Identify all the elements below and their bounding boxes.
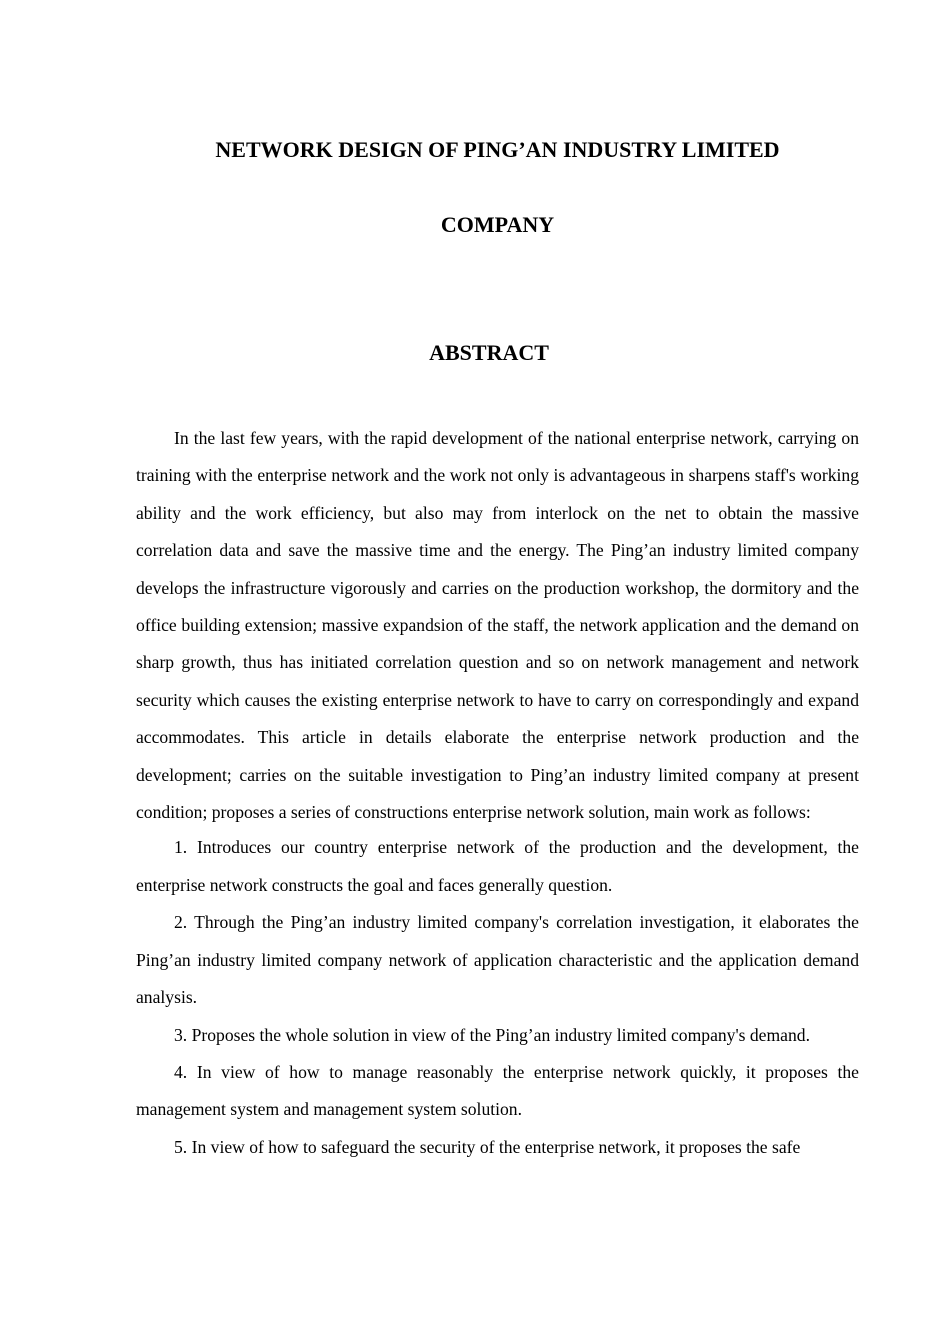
list-item-2: 2. Through the Ping’an industry limited company's correlation investigation, it elaborates the Ping’an industry limited company network of application characteristic and the application demand analysis. (136, 912, 859, 1008)
abstract-body (136, 420, 859, 1166)
abstract-heading: ABSTRACT (429, 340, 549, 365)
list-item-4: 4. In view of how to manage reasonably the enterprise network quickly, it proposes the management system and management system solution. (136, 1061, 859, 1120)
document-title-line-2: COMPANY (440, 212, 555, 237)
list-item-5: 5. In view of how to safeguard the security of the enterprise network, it proposes the safe (174, 1136, 801, 1157)
list-item-3: 3. Proposes the whole solution in view of the Ping’an industry limited company's demand. (174, 1024, 810, 1045)
document-title-line-1: NETWORK DESIGN OF PING’AN INDUSTRY LIMITED (215, 137, 780, 162)
list-item-1: 1. Introduces our country enterprise network of the production and the development, the enterprise network constructs the goal and faces generally question. (136, 837, 859, 895)
abstract-paragraph: In the last few years, with the rapid development of the national enterprise network, carrying on training with the enterprise network and the work not only is advantageous in sharpens staff's working ability and the work efficiency, but also may from interlock on the net to obtain the massive correlation data and save the massive time and the energy. The Ping’an industry limited company develops the infrastructure vigorously and carries on the production workshop, the dormitory and the office building extension; massive expandsion of the staff, the network application and the demand on sharp growth, thus has initiated correlation question and so on network management and network security which causes the existing enterprise network to have to carry on correspondingly and expand accommodates. This article in details elaborate the enterprise network production and the development; carries on the suitable investigation to Ping’an industry limited company at present condition; proposes a series of constructions enterprise network solution, main work as follows: (136, 428, 859, 823)
